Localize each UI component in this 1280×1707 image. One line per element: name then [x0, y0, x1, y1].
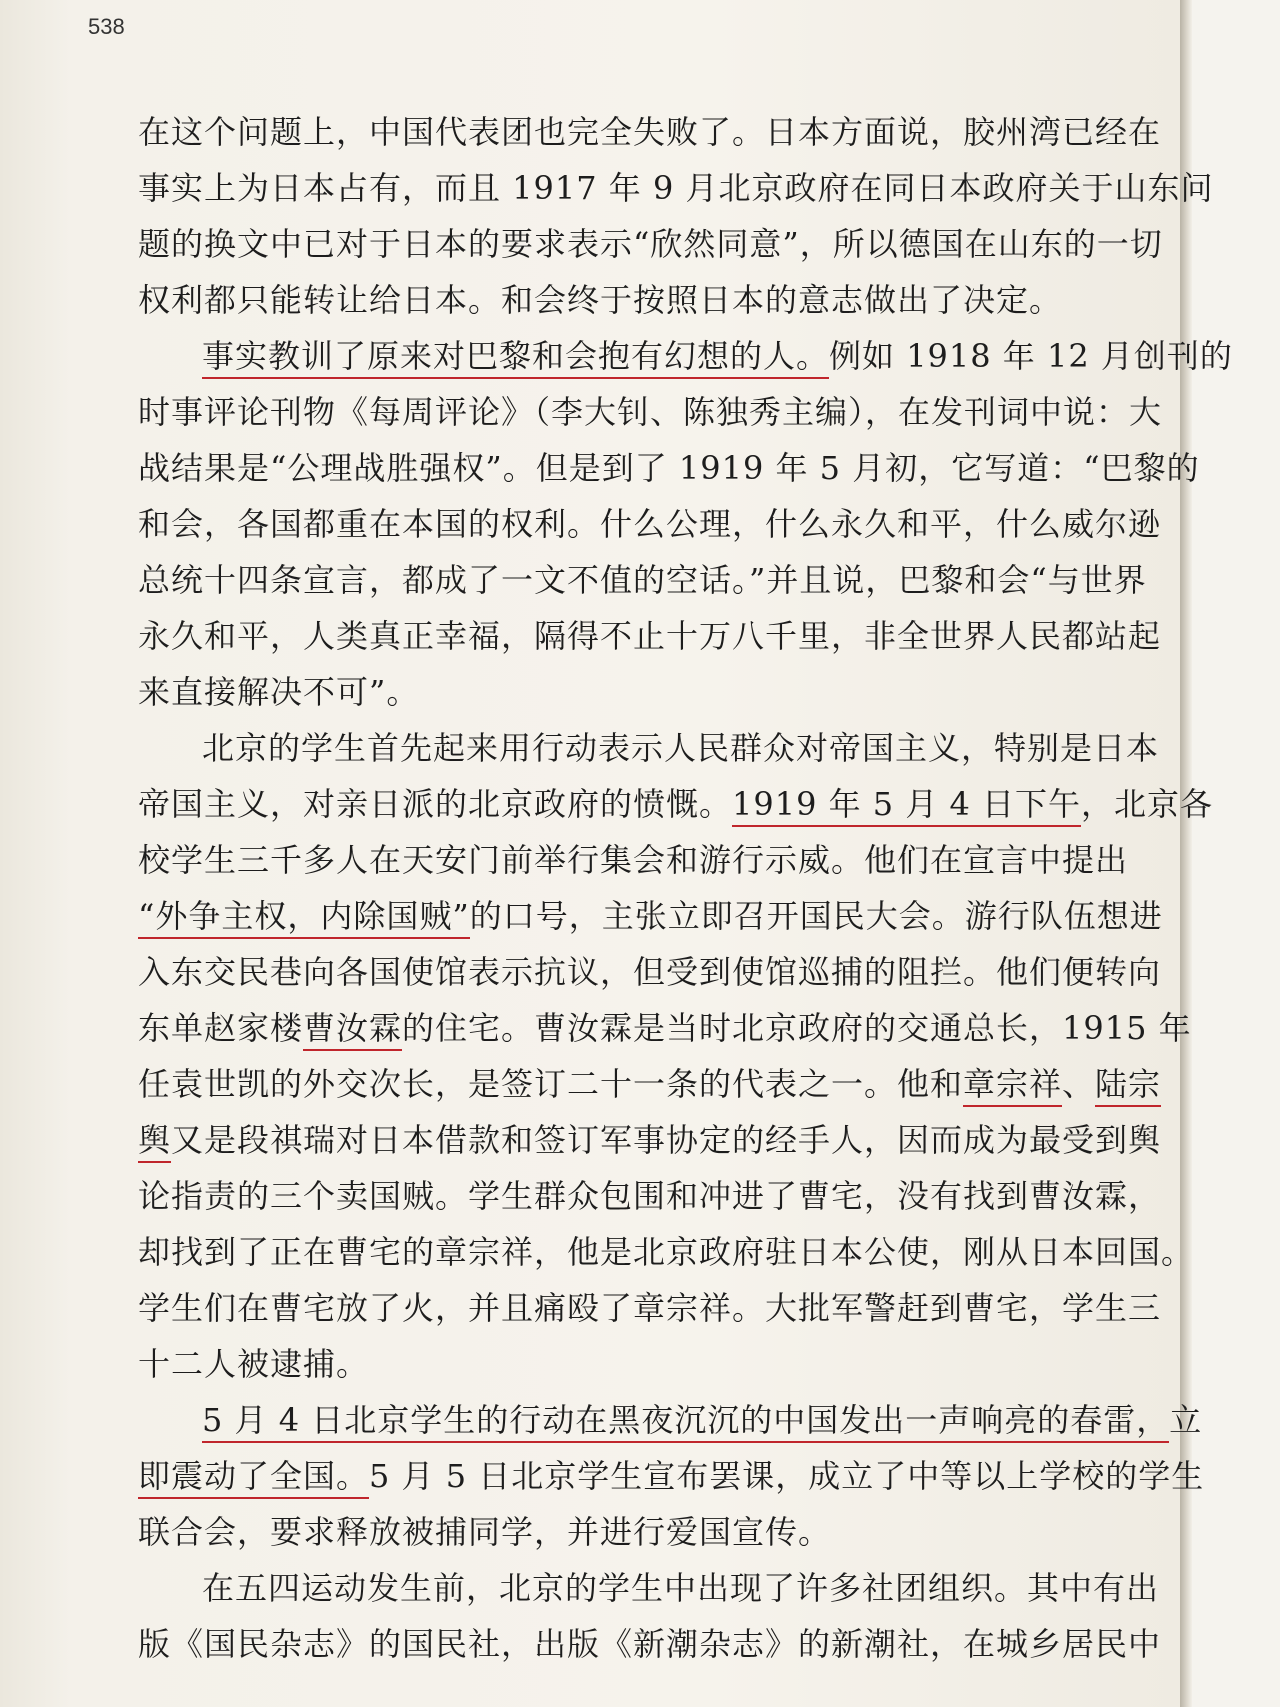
underlined-phrase: 章宗祥 [963, 1065, 1062, 1107]
text-segment: 十二人被逮捕。 [138, 1345, 370, 1383]
text-line [138, 272, 1098, 328]
text-segment: 在五四运动发生前，北京的学生中出现了许多社团组织。其中有出 [202, 1569, 1160, 1607]
text-line [138, 1168, 1162, 1224]
text-segment: 权利都只能转让给日本。和会终于按照日本的意志做出了决定。 [138, 281, 1063, 319]
underlined-phrase: 曹汝霖 [303, 1009, 402, 1051]
text-segment: 的住宅。曹汝霖是当时北京政府的交通总长，1915 年 [402, 1009, 1192, 1047]
text-segment: 北京的学生首先起来用行动表示人民群众对帝国主义，特别是日本 [202, 729, 1160, 767]
text-segment: 任袁世凯的外交次长，是签订二十一条的代表之一。他和 [138, 1065, 964, 1103]
text-segment: 题的换文中已对于日本的要求表示“欣然同意”，所以德国在山东的一切 [138, 225, 1163, 263]
text-line [138, 1224, 1195, 1280]
underlined-phrase: 即震动了全国。 [138, 1457, 369, 1499]
paragraph [138, 104, 1214, 328]
text-segment: 帝国主义，对亲日派的北京政府的愤慨。 [138, 785, 733, 823]
text-line [138, 440, 1200, 496]
text-line [138, 1336, 1098, 1392]
text-segment: 和会，各国都重在本国的权利。什么公理，什么永久和平，什么威尔逊 [138, 505, 1162, 543]
text-line [138, 496, 1162, 552]
text-segment: 例如 1918 年 12 月创刊的 [829, 337, 1233, 375]
underlined-phrase: 舆 [138, 1121, 171, 1163]
text-line [138, 888, 1163, 944]
text-line [138, 1616, 1162, 1672]
underlined-phrase: 陆宗 [1095, 1065, 1161, 1107]
paragraph [138, 328, 1233, 720]
text-line [138, 944, 1162, 1000]
text-line [138, 1056, 1162, 1112]
text-segment: 事实上为日本占有，而且 1917 年 9 月北京政府在同日本政府关于山东问 [138, 169, 1214, 207]
facing-page-edge [1192, 0, 1280, 1707]
text-segment: 东单赵家楼 [138, 1009, 304, 1047]
text-line [138, 160, 1214, 216]
text-line [138, 608, 1162, 664]
text-line [138, 552, 1147, 608]
paragraph [138, 720, 1214, 1392]
text-line [138, 664, 1098, 720]
text-line [138, 1560, 1160, 1616]
text-line [138, 1448, 1205, 1504]
text-line [138, 720, 1160, 776]
underlined-phrase: 5 月 4 日北京学生的行动在黑夜沉沉的中国发出一声响亮的春雷， [202, 1401, 1169, 1443]
text-segment: 又是段祺瑞对日本借款和签订军事协定的经手人，因而成为最受到舆 [171, 1121, 1162, 1159]
text-segment: 学生们在曹宅放了火，并且痛殴了章宗祥。大批军警赶到曹宅，学生三 [138, 1289, 1162, 1327]
body-text [138, 104, 1233, 1672]
book-gutter [1180, 0, 1192, 1707]
text-segment: 、 [1062, 1065, 1096, 1103]
text-segment: 总统十四条宣言，都成了一文不值的空话。”并且说，巴黎和会“与世界 [138, 561, 1147, 599]
underlined-phrase: 1919 年 5 月 4 日下午 [732, 785, 1081, 827]
paragraph [138, 1392, 1205, 1560]
text-segment: 立 [1169, 1401, 1203, 1439]
text-segment: 入东交民巷向各国使馆表示抗议，但受到使馆巡捕的阻拦。他们便转向 [138, 953, 1162, 991]
paragraph [138, 1560, 1162, 1672]
text-line [138, 1112, 1162, 1168]
text-segment: ，北京各 [1081, 785, 1214, 823]
text-line [138, 1280, 1162, 1336]
text-segment: 却找到了正在曹宅的章宗祥，他是北京政府驻日本公使，刚从日本回国。 [138, 1233, 1195, 1271]
underlined-phrase: “外争主权，内除国贼” [138, 897, 470, 939]
text-segment: 永久和平，人类真正幸福，隔得不止十万八千里，非全世界人民都站起 [138, 617, 1162, 655]
text-segment: 联合会，要求释放被捕同学，并进行爱国宣传。 [138, 1513, 832, 1551]
text-line [138, 1000, 1192, 1056]
text-line [138, 832, 1129, 888]
text-line [138, 216, 1163, 272]
text-line [138, 1504, 1098, 1560]
text-segment: 5 月 5 日北京学生宣布罢课，成立了中等以上学校的学生 [369, 1457, 1205, 1495]
text-line [138, 384, 1163, 440]
text-segment: 时事评论刊物《每周评论》（李大钊、陈独秀主编），在发刊词中说：大 [138, 393, 1163, 431]
text-segment: 在这个问题上，中国代表团也完全失败了。日本方面说，胶州湾已经在 [138, 113, 1162, 151]
text-line [138, 104, 1162, 160]
text-segment: 版《国民杂志》的国民社，出版《新潮杂志》的新潮社，在城乡居民中 [138, 1625, 1162, 1663]
text-line [138, 1392, 1203, 1448]
underlined-phrase: 事实教训了原来对巴黎和会抱有幻想的人。 [202, 337, 829, 379]
text-line [138, 776, 1214, 832]
text-segment: 的口号，主张立即召开国民大会。游行队伍想进 [469, 897, 1163, 935]
page-number: 538 [88, 14, 125, 39]
text-segment: 来直接解决不可”。 [138, 673, 420, 711]
text-segment: 战结果是“公理战胜强权”。但是到了 1919 年 5 月初，它写道：“巴黎的 [138, 449, 1200, 487]
text-segment: 论指责的三个卖国贼。学生群众包围和冲进了曹宅，没有找到曹汝霖， [138, 1177, 1162, 1215]
text-line [138, 328, 1233, 384]
text-segment: 校学生三千多人在天安门前举行集会和游行示威。他们在宣言中提出 [138, 841, 1129, 879]
